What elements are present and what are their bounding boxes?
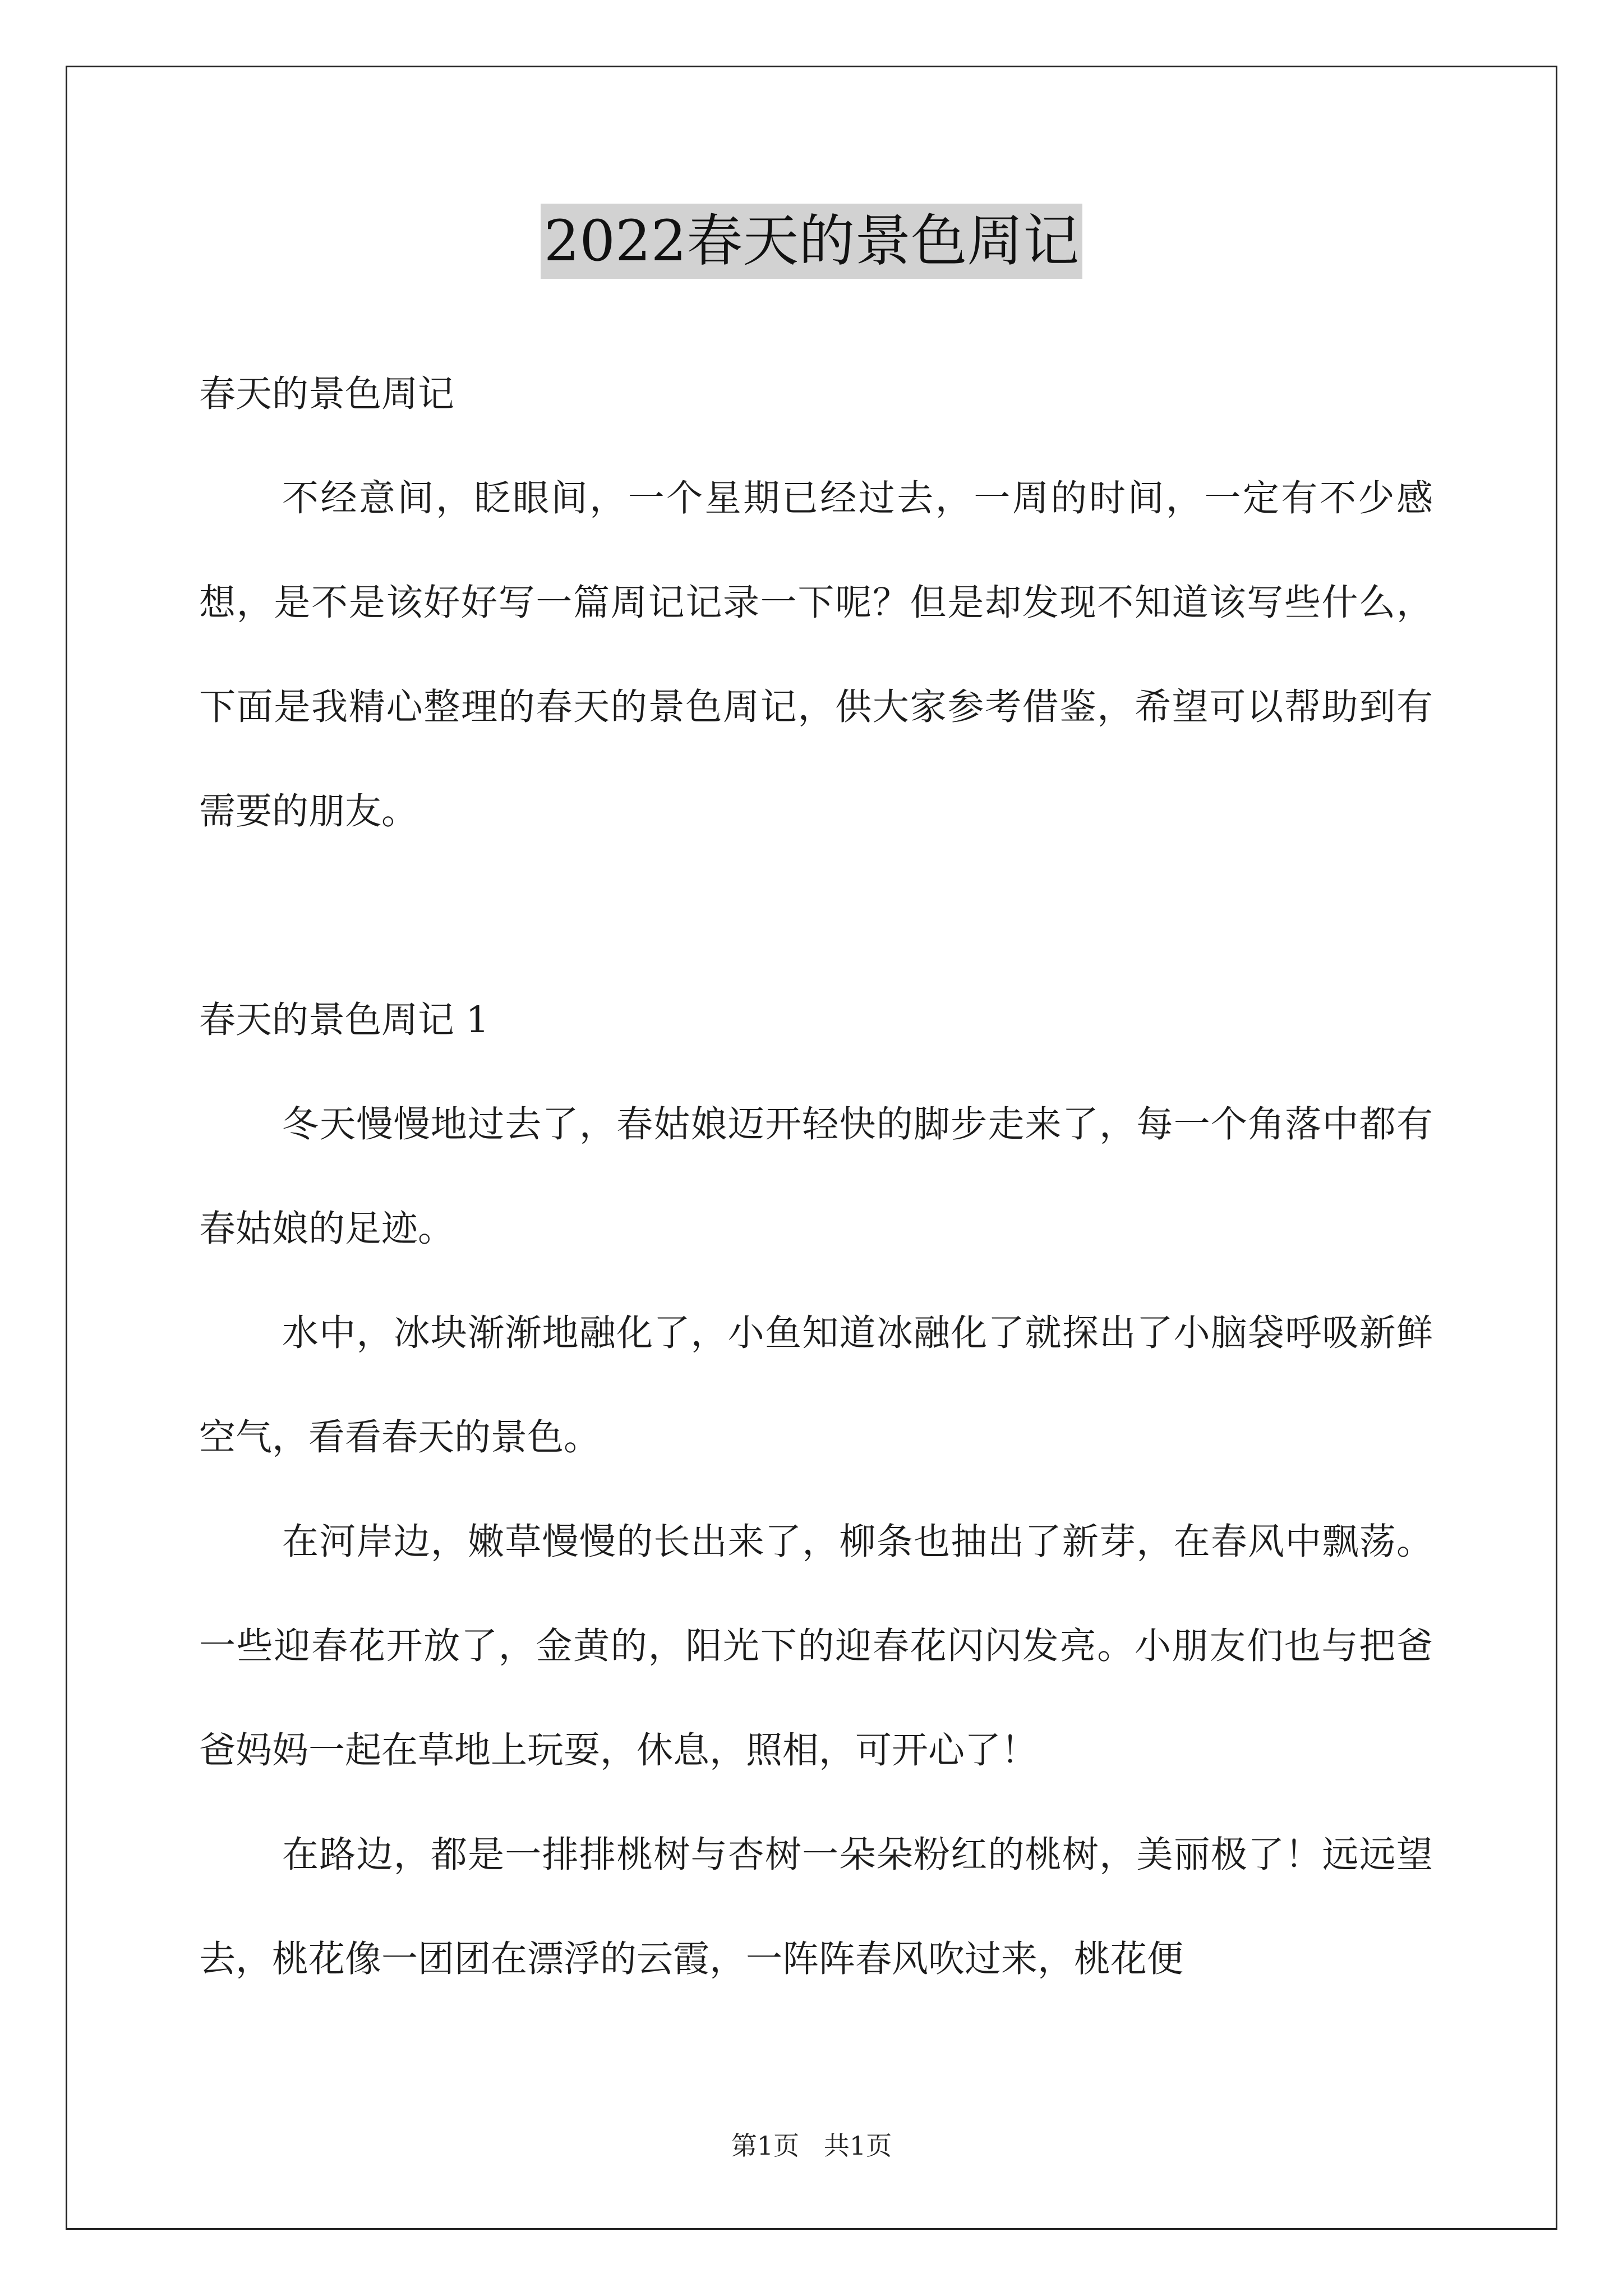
section-heading: 春天的景色周记 1: [199, 999, 490, 1041]
page-footer: 第1页 共1页: [731, 2131, 892, 2161]
title-container: [0, 204, 1623, 279]
intro-heading: 春天的景色周记: [199, 373, 455, 415]
intro-paragraph: 不经意间，眨眼间，一个星期已经过去，一周的时间，一定有不少感想，是不是该好好写一篇周记记录一下呢？但是却发现不知道该写些什么，下面是我精心整理的春天的景色周记，供大家参考借鉴，希望可以帮助到有需要的朋友。: [199, 477, 1433, 832]
section-paragraph: 水中，冰块渐渐地融化了，小鱼知道冰融化了就探出了小脑袋呼吸新鲜空气，看看春天的景色。: [199, 1312, 1433, 1458]
section-paragraph: 冬天慢慢地过去了，春姑娘迈开轻快的脚步走来了，每一个角落中都有春姑娘的足迹。: [199, 1103, 1433, 1250]
paragraph-spacer: [199, 864, 1433, 968]
document-body: [199, 342, 1433, 2012]
section-paragraph: 在河岸边，嫩草慢慢的长出来了，柳条也抽出了新芽，在春风中飘荡。一些迎春花开放了，金黄的，阳光下的迎春花闪闪发亮。小朋友们也与把爸爸妈妈一起在草地上玩耍，休息，照相，可开心了！: [199, 1521, 1433, 1772]
document-title: 2022春天的景色周记: [541, 204, 1083, 279]
section-paragraph: 在路边，都是一排排桃树与杏树一朵朵粉红的桃树，美丽极了！远远望去，桃花像一团团在漂浮的云霞，一阵阵春风吹过来，桃花便: [199, 1834, 1433, 1980]
